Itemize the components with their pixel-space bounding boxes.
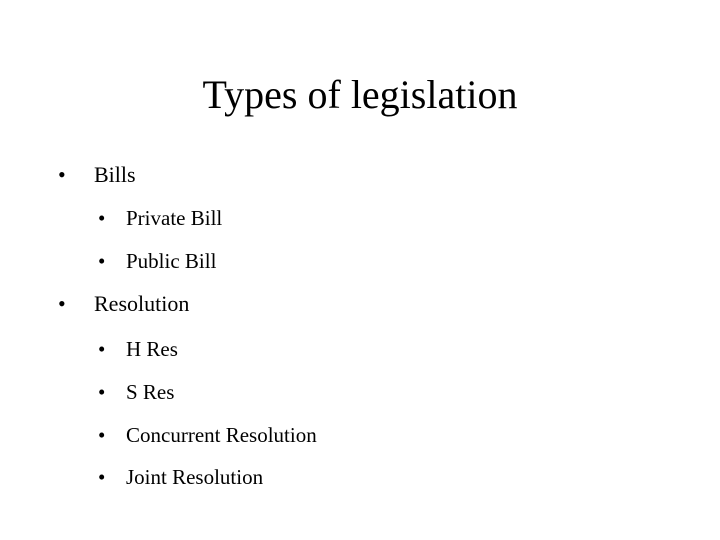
list-item-label: Resolution bbox=[94, 291, 190, 316]
list-item-label: Joint Resolution bbox=[126, 465, 264, 489]
bullet-icon: • bbox=[98, 249, 106, 273]
list-item-label: Public Bill bbox=[126, 249, 217, 273]
bullet-icon: • bbox=[98, 337, 106, 361]
bullet-icon: • bbox=[98, 423, 106, 447]
bullet-icon: • bbox=[58, 291, 66, 316]
slide-title: Types of legislation bbox=[202, 72, 518, 117]
list-item-label: Bills bbox=[94, 162, 136, 187]
list-item-label: Concurrent Resolution bbox=[126, 423, 317, 447]
bullet-icon: • bbox=[98, 206, 106, 230]
list-item-label: S Res bbox=[126, 380, 175, 404]
list-item-label: Private Bill bbox=[126, 206, 223, 230]
bullet-icon: • bbox=[98, 465, 106, 489]
list-item-label: H Res bbox=[126, 337, 178, 361]
bullet-icon: • bbox=[98, 380, 106, 404]
bullet-icon: • bbox=[58, 162, 66, 187]
